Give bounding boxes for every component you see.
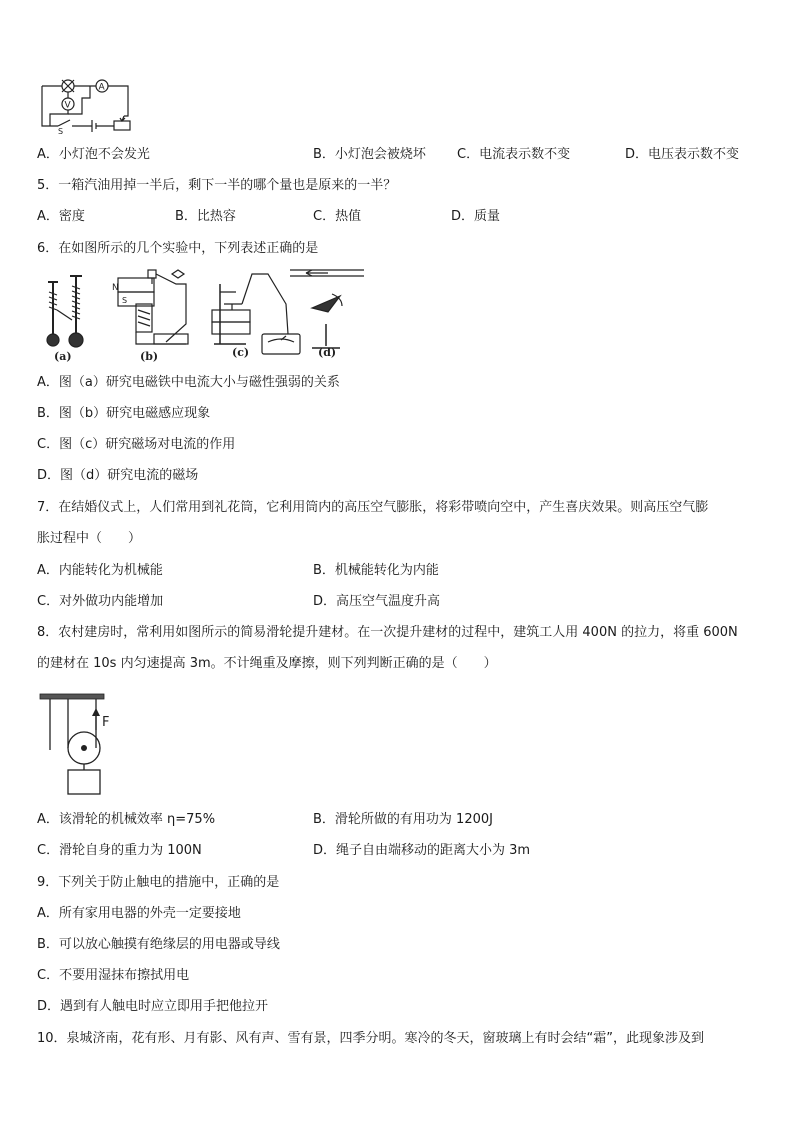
q8-option-b[interactable]: B．滑轮所做的有用功为 1200J [313, 812, 493, 827]
q9-option-c[interactable]: C．不要用湿抹布擦拭用电 [37, 968, 190, 983]
switch-label: S [58, 127, 64, 136]
q6-option-b[interactable]: B．图（b）研究电磁感应现象 [37, 406, 211, 421]
q8-stem-line1: 8．农村建房时，常利用如图所示的简易滑轮提升建材。在一次提升建材的过程中，建筑工人用 400N 的拉力，将重 600N [37, 625, 738, 640]
q10-stem: 10．泉城济南，花有形、月有影、风有声、雪有景，四季分明。寒冷的冬天，窗玻璃上有时会结“霜”，此现象涉及到 [37, 1031, 705, 1046]
q6-stem: 6．在如图所示的几个实验中，下列表述正确的是 [37, 241, 319, 256]
circuit-diagram [38, 76, 133, 134]
q8-stem-line2: 的建材在 10s 内匀速提高 3m。不计绳重及摩擦，则下列判断正确的是（ ） [37, 656, 497, 671]
figure-label-c: (c) [232, 346, 250, 359]
q6-experiment-figures [36, 264, 366, 364]
voltmeter-label: V [64, 100, 71, 111]
q6-option-a[interactable]: A．图（a）研究电磁铁中电流大小与磁性强弱的关系 [37, 375, 340, 390]
q7-option-b[interactable]: B．机械能转化为内能 [313, 563, 439, 578]
q4-option-c[interactable]: C．电流表示数不变 [457, 147, 571, 162]
q5-option-a[interactable]: A．密度 [37, 209, 85, 224]
q5-option-d[interactable]: D．质量 [451, 209, 501, 224]
figure-label-d: (d) [318, 346, 337, 359]
q7-stem-line2: 胀过程中（ ） [37, 531, 142, 546]
figure-b-n-label: N [112, 283, 119, 293]
figure-label-b: (b) [140, 350, 159, 363]
pulley-diagram [38, 690, 128, 800]
q7-option-d[interactable]: D．高压空气温度升高 [313, 594, 441, 609]
q4-option-d[interactable]: D．电压表示数不变 [625, 147, 740, 162]
q6-option-c[interactable]: C．图（c）研究磁场对电流的作用 [37, 437, 236, 452]
q8-option-d[interactable]: D．绳子自由端移动的距离大小为 3m [313, 843, 531, 858]
q5-option-c[interactable]: C．热值 [313, 209, 362, 224]
q5-stem: 5．一箱汽油用掉一半后，剩下一半的哪个量也是原来的一半？ [37, 178, 397, 193]
q4-option-b[interactable]: B．小灯泡会被烧坏 [313, 147, 426, 162]
figure-b-s-label: S [122, 296, 128, 305]
q5-option-b[interactable]: B．比热容 [175, 209, 236, 224]
q7-stem-line1: 7．在结婚仪式上，人们常用到礼花筒，它利用筒内的高压空气膨胀，将彩带喷向空中，产生喜庆效果。则高压空气膨 [37, 500, 709, 515]
q6-option-d[interactable]: D．图（d）研究电流的磁场 [37, 468, 199, 483]
q9-stem: 9．下列关于防止触电的措施中，正确的是 [37, 875, 280, 890]
figure-label-a: (a) [54, 350, 72, 363]
q9-option-a[interactable]: A．所有家用电器的外壳一定要接地 [37, 906, 241, 921]
q9-option-d[interactable]: D．遇到有人触电时应立即用手把他拉开 [37, 999, 269, 1014]
q8-option-a[interactable]: A．该滑轮的机械效率 η=75% [37, 812, 216, 827]
ammeter-label: A [98, 82, 105, 93]
q7-option-a[interactable]: A．内能转化为机械能 [37, 563, 163, 578]
q4-option-a[interactable]: A．小灯泡不会发光 [37, 147, 150, 162]
q8-option-c[interactable]: C．滑轮自身的重力为 100N [37, 843, 202, 858]
q9-option-b[interactable]: B．可以放心触摸有绝缘层的用电器或导线 [37, 937, 280, 952]
q7-option-c[interactable]: C．对外做功内能增加 [37, 594, 164, 609]
force-label: F [102, 715, 110, 730]
